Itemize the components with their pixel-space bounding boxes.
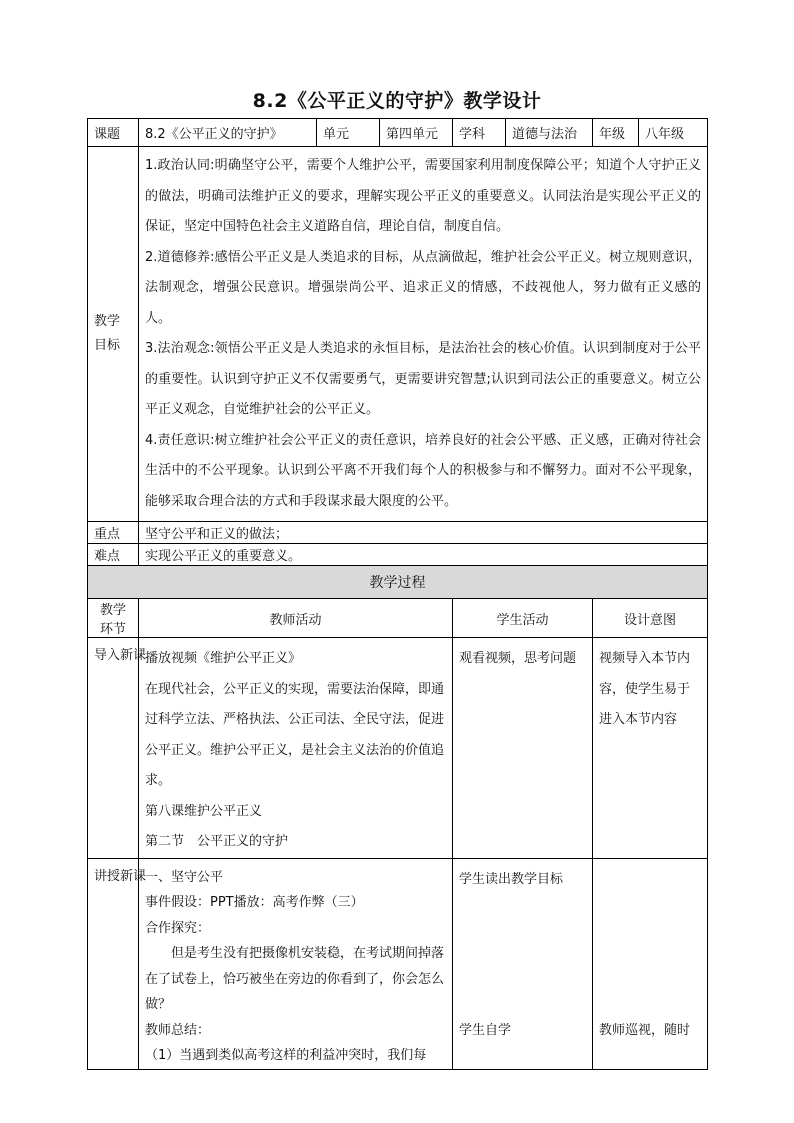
subject-value: 道德与法治 [506, 119, 593, 147]
intro-intent-text: 视频导入本节内容，使学生易于进入本节内容 [599, 651, 691, 727]
key-point-row [88, 522, 708, 544]
new-teacher-activity [139, 858, 453, 1069]
new-intent [593, 858, 708, 1069]
new-student-text-1: 学生读出教学目标 [459, 871, 564, 887]
subject-label: 学科 [453, 119, 506, 147]
new-student-text-2: 学生自学 [459, 1022, 512, 1038]
intro-teacher-line-2: 在现代社会，公平正义的实现，需要法治保障，即通过科学立法、严格执法、公正司法、全民守法，促进公平正义。维护公平正义，是社会主义法治的价值追求。 [145, 681, 445, 788]
difficult-point-label: 难点 [88, 544, 139, 566]
grade-value: 八年级 [639, 119, 708, 147]
topic-label: 课题 [88, 119, 139, 147]
goal-item-1: 1.政治认同:明确坚守公平，需要个人维护公平，需要国家利用制度保障公平；知道个人守护正义的做法，明确司法维护正义的要求，理解实现公平正义的重要意义。认同法治是实现公平正义的保证，坚定中国特色社会主义道路自信，理论自信，制度自信。 [145, 158, 701, 234]
col-teacher-header: 教师活动 [139, 599, 453, 638]
intro-row [88, 638, 708, 859]
goal-item-4: 4.责任意识:树立维护社会公平正义的责任意识，培养良好的社会公平感、正义感，正确对待社会生活中的不公平现象。认识到公平离不开我们每个人的积极参与和不懈努力。面对不公平现象，能够采取合理合法的方式和手段谋求最大限度的公平。 [145, 432, 701, 509]
intro-student-text: 观看视频，思考问题 [459, 651, 577, 666]
col-student-header: 学生活动 [453, 599, 593, 638]
process-section-title: 教学过程 [88, 566, 708, 599]
intro-teacher-line-3: 第八课维护公平正义 [145, 803, 263, 819]
goal-item-2: 2.道德修养:感悟公平正义是人类追求的目标，从点滴做起，维护社会公平正义。树立规则意识，法制观念，增强公民意识。增强崇尚公平、追求正义的情感，不歧视他人，努力做有正义感的人。 [145, 249, 701, 326]
key-point-value: 坚守公平和正义的做法； [139, 522, 708, 544]
process-section-row [88, 566, 708, 599]
goals-row [88, 147, 708, 522]
page-title: 8.2《公平正义的守护》教学设计 [252, 90, 542, 112]
grade-label: 年级 [593, 119, 639, 147]
goals-label-line1: 教学 [94, 314, 121, 329]
new-lesson-row [88, 858, 708, 1069]
new-teacher-line-2: 事件假设：PPT播放：高考作弊（三） [145, 895, 364, 910]
goals-label-line2: 目标 [94, 338, 121, 353]
new-teacher-line-5: 教师总结： [145, 1022, 211, 1038]
new-teacher-line-4: 但是考生没有把摄像机安装稳，在考试期间掉落在了试卷上，恰巧被坐在旁边的你看到了，你会怎么做？ [145, 946, 445, 1012]
header-row [88, 119, 708, 147]
new-stage: 讲授新课 [88, 858, 139, 1069]
new-student-activity [453, 858, 593, 1069]
goals-content [139, 147, 708, 522]
new-intent-text: 教师巡视，随时 [599, 1022, 691, 1038]
difficult-point-row [88, 544, 708, 566]
intro-intent [593, 638, 708, 859]
goal-item-3: 3.法治观念:领悟公平正义是人类追求的永恒目标，是法治社会的核心价值。认识到制度对于公平的重要性。认识到守护正义不仅需要勇气，更需要讲究智慧;认识到司法公正的重要意义。树立公平正义观念，自觉维护社会的公平正义。 [145, 341, 701, 417]
difficult-point-value: 实现公平正义的重要意义。 [139, 544, 708, 566]
intro-teacher-line-4: 第二节 公平正义的守护 [145, 834, 289, 849]
col-intent-header: 设计意图 [593, 599, 708, 638]
unit-value: 第四单元 [380, 119, 453, 147]
new-teacher-line-6: （1）当遇到类似高考这样的利益冲突时，我们每 [145, 1048, 427, 1063]
process-column-headers [88, 599, 708, 638]
intro-teacher-line-1: 播放视频《维护公平正义》 [145, 651, 302, 666]
col-stage-header: 教学环节 [88, 599, 139, 638]
intro-stage: 导入新课 [88, 638, 139, 859]
topic-value: 8.2《公平正义的守护》 [139, 119, 317, 147]
lesson-plan-table [87, 118, 708, 1070]
key-point-label: 重点 [88, 522, 139, 544]
intro-teacher-activity [139, 638, 453, 859]
intro-student-activity [453, 638, 593, 859]
new-teacher-line-1: 一、坚守公平 [145, 869, 224, 885]
goals-label [88, 147, 139, 522]
new-teacher-line-3: 合作探究： [145, 920, 211, 936]
unit-label: 单元 [317, 119, 380, 147]
